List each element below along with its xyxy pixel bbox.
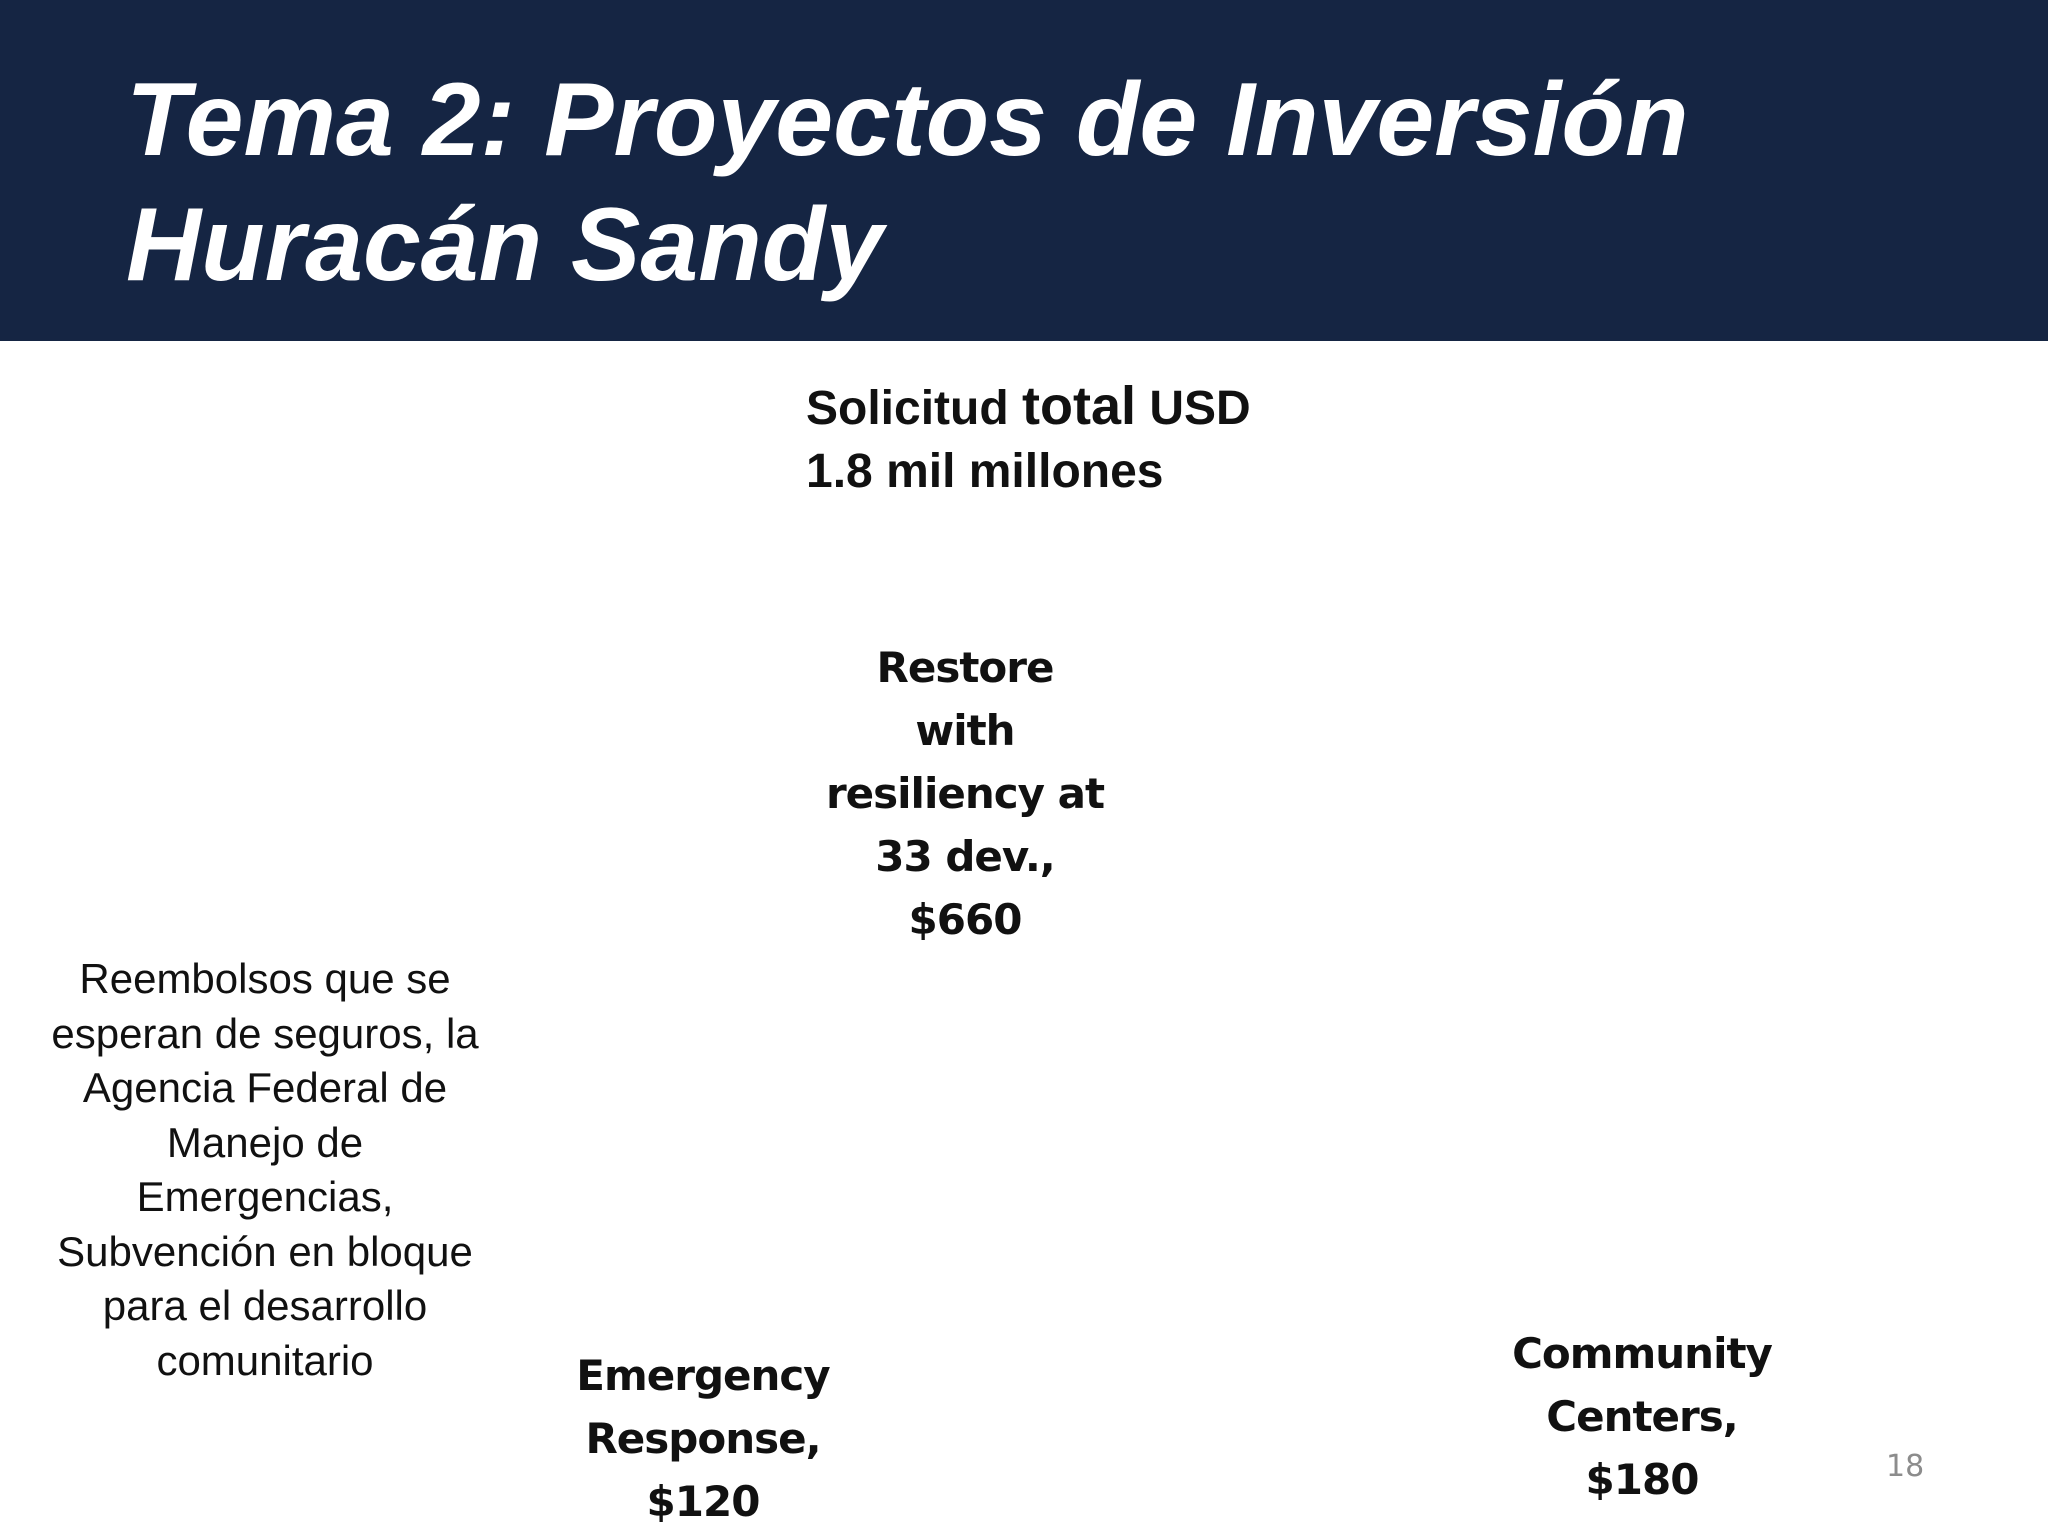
restore-label-line: with [915, 706, 1015, 755]
restore-label-line: resiliency at [825, 769, 1105, 818]
note-line: comunitario [156, 1336, 374, 1384]
slide-title-line-1: Tema 2: Proyectos de Inversión [126, 62, 1689, 178]
emergency-label-line: Response, [585, 1414, 821, 1463]
total-request-label-currency: USD [1136, 382, 1251, 435]
reimbursements-note [20, 952, 510, 1388]
restore-with-resiliency-label [780, 636, 1150, 951]
note-line: Manejo de [166, 1118, 364, 1166]
note-line: Subvención en bloque [57, 1227, 473, 1275]
note-line: esperan de seguros, la [51, 1009, 479, 1057]
community-label-line: Community [1512, 1329, 1772, 1378]
emergency-label-value: $120 [646, 1477, 760, 1526]
restore-label-line: Restore [876, 643, 1054, 692]
slide-title-line-2: Huracán Sandy [126, 187, 884, 303]
community-label-line: Centers, [1546, 1392, 1738, 1441]
restore-label-value: $660 [908, 895, 1022, 944]
note-line: para el desarrollo [102, 1282, 428, 1329]
total-request-amount: 1.8 mil millones [806, 445, 1164, 498]
title-banner [0, 0, 2048, 341]
page-number: 18 [1886, 1449, 1925, 1484]
emergency-label-line: Emergency [576, 1351, 830, 1400]
emergency-response-label [523, 1344, 883, 1533]
note-line: Reembolsos que se [79, 955, 451, 1002]
community-centers-label [1447, 1322, 1837, 1511]
note-line: Emergencias, [136, 1173, 394, 1220]
total-request-heading [806, 375, 1251, 503]
note-line: Agencia Federal de [82, 1064, 448, 1111]
total-request-label-start: Solicitud [806, 382, 1022, 435]
slide-title [126, 58, 1689, 308]
restore-label-line: 33 dev., [875, 832, 1055, 881]
community-label-value: $180 [1585, 1455, 1699, 1504]
total-request-label-total: total [1022, 376, 1136, 436]
